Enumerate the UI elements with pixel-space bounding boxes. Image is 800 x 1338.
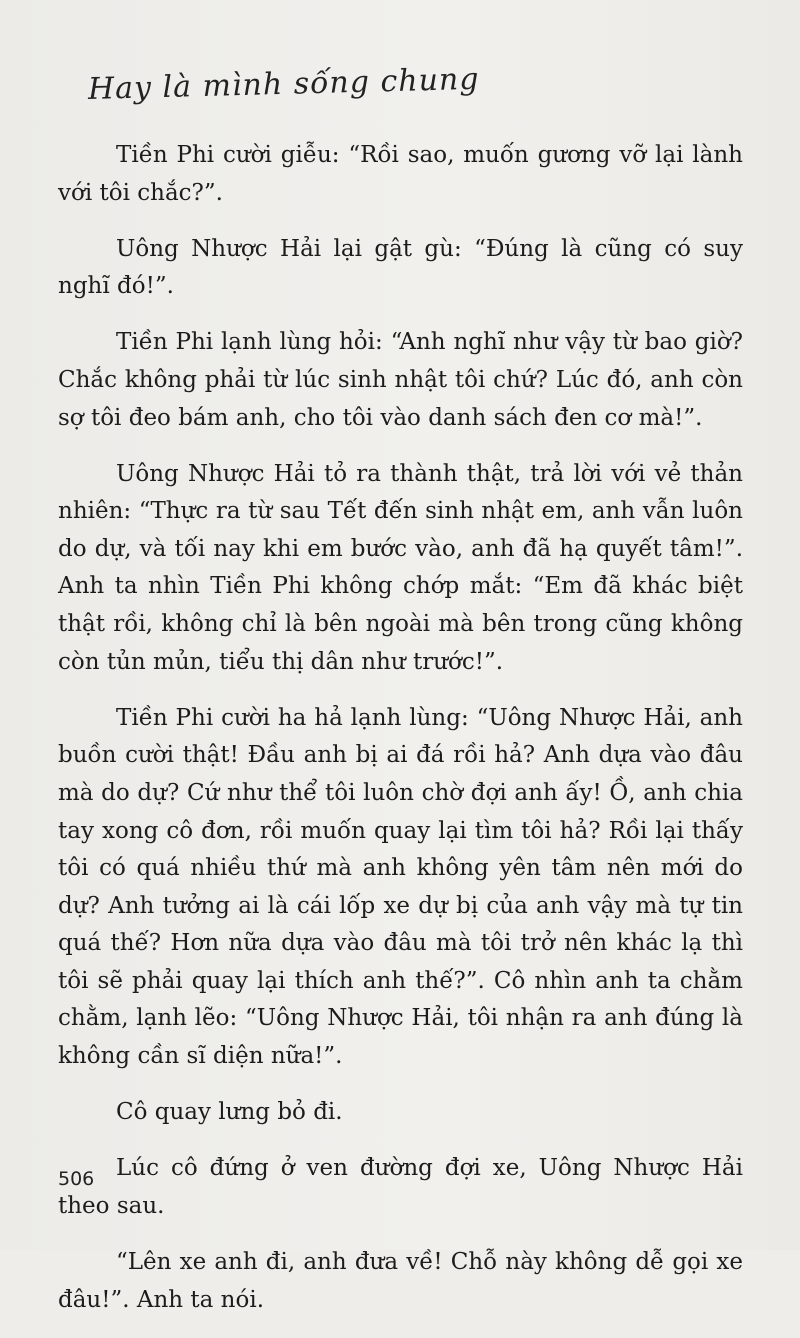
paragraph: Cô quay lưng bỏ đi. bbox=[116, 1099, 343, 1126]
running-header-title: Hay là mình sống chung bbox=[87, 61, 480, 107]
page-number: 506 bbox=[58, 1168, 95, 1190]
paragraph: “Lên xe anh đi, anh đưa về! Chỗ này không dễ gọi xe đâu!”. Anh ta nói. bbox=[58, 1248, 743, 1313]
paragraph: Tiền Phi cười giễu: “Rồi sao, muốn gương vỡ lại lành với tôi chắc?”. bbox=[58, 142, 743, 206]
paragraph: Tiền Phi lạnh lùng hỏi: “Anh nghĩ như vậy từ bao giờ? Chắc không phải từ lúc sinh nhật tôi chứ? Lúc đó, anh còn sợ tôi đeo bám anh, cho tôi vào danh sách đen cơ mà!”. bbox=[58, 329, 743, 431]
paragraph: Uông Nhược Hải lại gật gù: “Đúng là cũng có suy nghĩ đó!”. bbox=[58, 235, 743, 300]
paragraph: Lúc cô đứng ở ven đường đợi xe, Uông Nhược Hải theo sau. bbox=[58, 1155, 743, 1219]
paragraph: Tiền Phi cười ha hả lạnh lùng: “Uông Nhược Hải, anh buồn cười thật! Đầu anh bị ai đá rồi hả? Anh dựa vào đâu mà do dự? Cứ như thể tôi luôn chờ đợi anh ấy! Ồ, anh chia tay xong cô đơn, rồi muốn quay lại tìm tôi hả? Rồi lại thấy tôi có quá nhiều thứ mà anh không yên tâm nên mới do dự? Anh tưởng ai là cái lốp xe dự bị của anh vậy mà tự tin quá thế? Hơn nữa dựa vào đâu mà tôi trở nên khác lạ thì tôi sẽ phải quay lại thích anh thế?”. Cô nhìn anh ta chằm chằm, lạnh lẽo: “Uông Nhược Hải, tôi nhận ra anh đúng là không cần sĩ diện nữa!”. bbox=[58, 704, 743, 1070]
paragraph: Uông Nhược Hải tỏ ra thành thật, trả lời với vẻ thản nhiên: “Thực ra từ sau Tết đến sinh nhật em, anh vẫn luôn do dự, và tối nay khi em bước vào, anh đã hạ quyết tâm!”. Anh ta nhìn Tiền Phi không chớp mắt: “Em đã khác biệt thật rồi, không chỉ là bên ngoài mà bên trong cũng không còn tủn mủn, tiểu thị dân như trước!”. bbox=[58, 460, 743, 675]
body-text bbox=[58, 137, 743, 1338]
